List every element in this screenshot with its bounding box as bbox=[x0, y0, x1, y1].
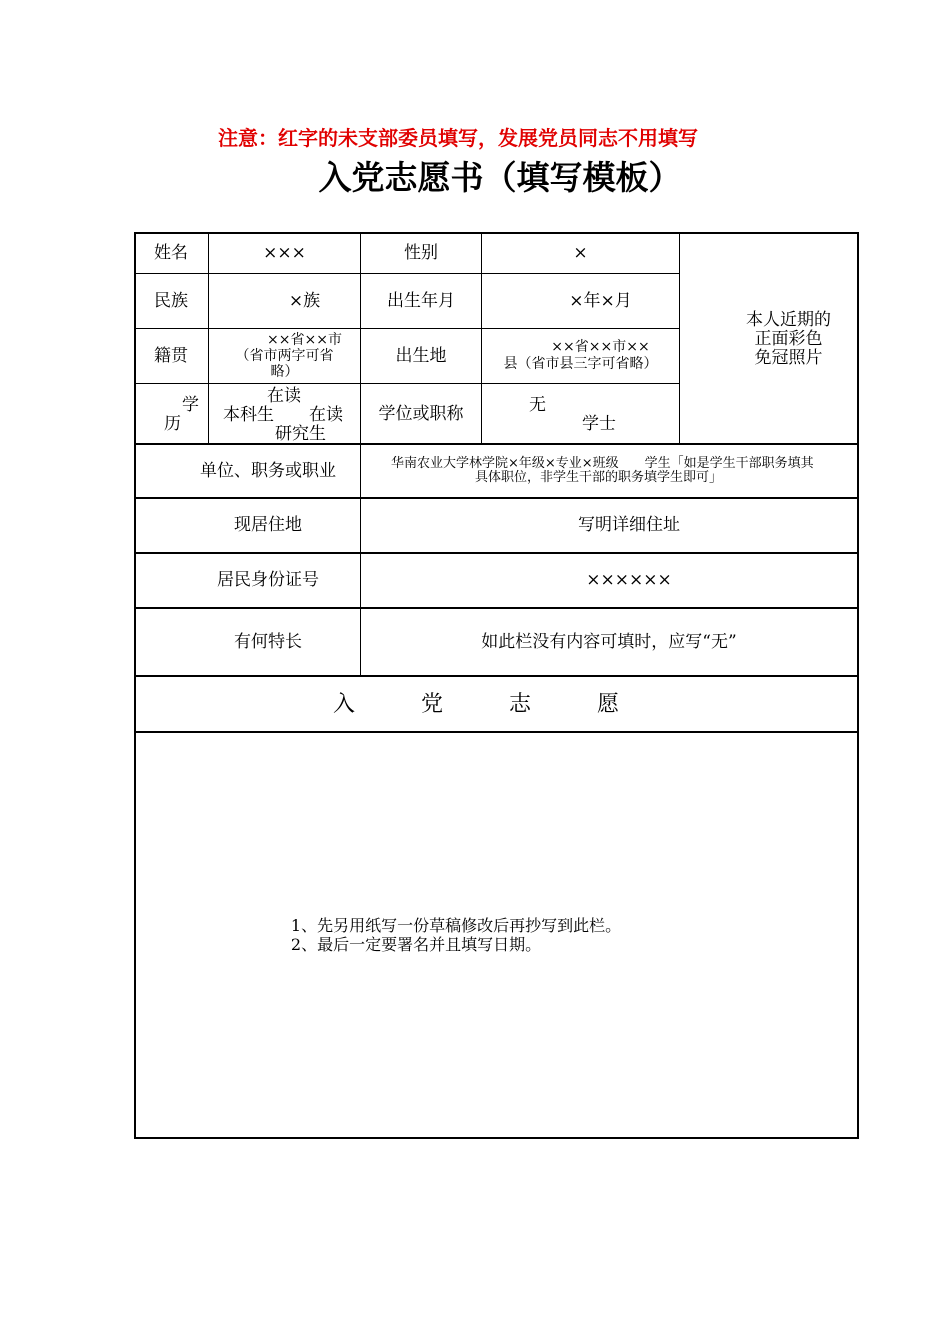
degree-line: 学士 bbox=[582, 414, 616, 434]
table-border-bottom bbox=[134, 1137, 859, 1139]
degree-field[interactable] bbox=[482, 384, 679, 443]
notice-text: 注意：红字的未支部委员填写，发展党员同志不用填写 bbox=[218, 126, 698, 150]
skills-field[interactable]: 如此栏没有内容可填时，应写“无” bbox=[481, 632, 737, 652]
unit-line: 华南农业大学林学院×年级×专业×班级 学生「如是学生干部职务填其 bbox=[391, 456, 814, 471]
birthplace-line: ××省××市×× bbox=[551, 339, 650, 355]
photo-caption-line: 本人近期的 bbox=[746, 310, 831, 330]
unit-line: 具体职位，非学生干部的职务填学生即可」 bbox=[475, 470, 723, 485]
page-title: 入党志愿书（填写模板） bbox=[318, 158, 682, 197]
unit-label: 单位、职务或职业 bbox=[200, 461, 336, 481]
row-divider bbox=[134, 497, 859, 499]
photo-caption-line: 正面彩色 bbox=[754, 329, 823, 349]
birthplace-label: 出生地 bbox=[395, 346, 447, 366]
birthplace-line: 县（省市县三字可省略） bbox=[503, 356, 658, 372]
row-divider bbox=[134, 675, 859, 677]
id-number-field[interactable]: ×××××× bbox=[586, 570, 672, 590]
education-line: 在读 bbox=[309, 405, 343, 425]
skills-label: 有何特长 bbox=[234, 632, 302, 652]
education-label-line: 历 bbox=[164, 414, 181, 434]
row-divider bbox=[134, 273, 680, 274]
id-number-label: 居民身份证号 bbox=[217, 570, 319, 590]
photo-caption-line: 免冠照片 bbox=[754, 348, 823, 368]
row-divider bbox=[134, 607, 859, 609]
ethnic-label: 民族 bbox=[154, 291, 188, 311]
wish-instruction-line: 1、先另用纸写一份草稿修改后再抄写到此栏。 bbox=[290, 916, 622, 935]
row-divider bbox=[134, 552, 859, 554]
birthplace-field[interactable] bbox=[482, 329, 679, 383]
wish-section-header: 入 党 志 愿 bbox=[332, 692, 619, 717]
name-label: 姓名 bbox=[154, 243, 188, 263]
native-place-field[interactable] bbox=[209, 329, 360, 383]
name-field[interactable]: ××× bbox=[263, 243, 306, 263]
address-field[interactable]: 写明详细住址 bbox=[578, 515, 680, 535]
gender-label: 性别 bbox=[404, 243, 438, 263]
address-label: 现居住地 bbox=[234, 515, 302, 535]
education-line: 研究生 bbox=[275, 424, 326, 444]
birth-date-field[interactable]: ×年×月 bbox=[569, 291, 632, 311]
birth-date-label: 出生年月 bbox=[387, 291, 455, 311]
education-line: 本科生 bbox=[223, 405, 274, 425]
gender-field[interactable]: × bbox=[573, 243, 588, 263]
ethnic-field[interactable]: ×族 bbox=[288, 291, 321, 311]
native-place-line: ××省××市 bbox=[267, 332, 342, 348]
education-field[interactable] bbox=[209, 384, 360, 443]
unit-field[interactable] bbox=[361, 445, 857, 497]
wish-text-area[interactable] bbox=[136, 733, 857, 1137]
native-place-line: （省市两字可省 bbox=[235, 348, 334, 364]
table-border-right bbox=[857, 232, 859, 1139]
degree-line: 无 bbox=[529, 395, 546, 415]
native-place-line: 略） bbox=[270, 364, 299, 380]
education-label-line: 学 bbox=[182, 395, 199, 415]
education-line: 在读 bbox=[267, 386, 301, 406]
wish-instruction-line: 2、最后一定要署名并且填写日期。 bbox=[290, 935, 542, 954]
native-place-label: 籍贯 bbox=[154, 346, 188, 366]
degree-label: 学位或职称 bbox=[378, 404, 464, 424]
